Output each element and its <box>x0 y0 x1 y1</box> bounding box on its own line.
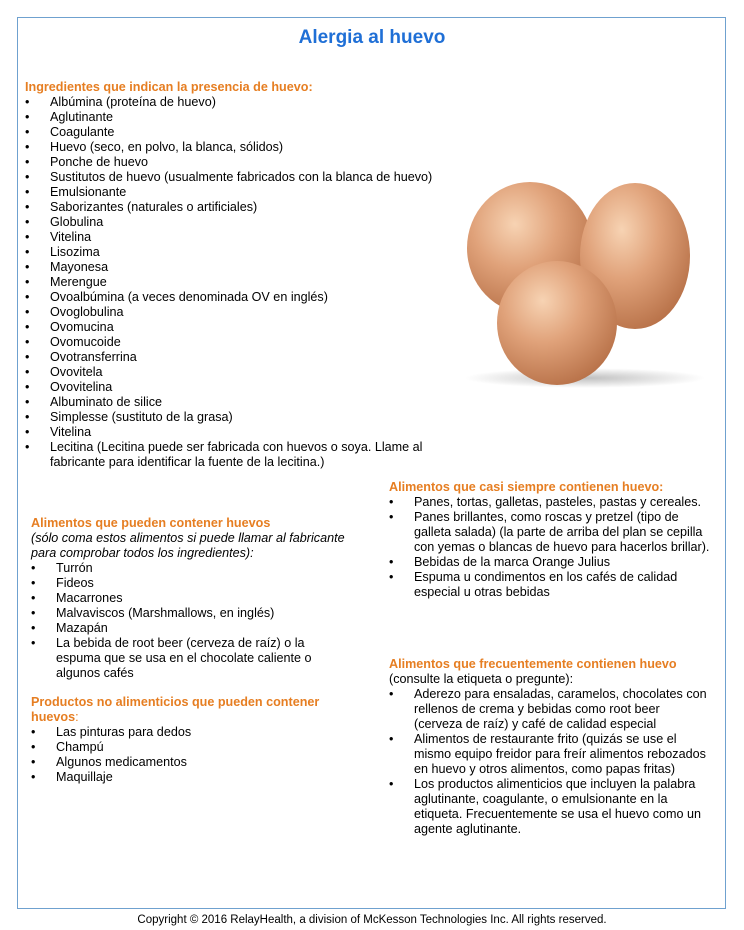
list-item-text: Aderezo para ensaladas, caramelos, chocolates con rellenos de crema y bebidas como root beer (cerveza de raíz) y café de calidad especial <box>414 687 707 731</box>
list-item-text: Mayonesa <box>50 260 109 274</box>
bullet-marker: • <box>25 290 30 304</box>
list-item-text: Emulsionante <box>50 185 127 199</box>
bullet-marker: • <box>389 732 394 746</box>
list-item-text: Ovovitelina <box>50 380 113 394</box>
list-item <box>31 561 351 576</box>
list-item <box>25 440 455 470</box>
list-item <box>31 591 351 606</box>
bullet-marker: • <box>25 170 30 184</box>
list-item-text: Las pinturas para dedos <box>56 725 192 739</box>
list-item-text: Panes, tortas, galletas, pasteles, pastas y cereales. <box>414 495 702 509</box>
list-item <box>31 576 351 591</box>
bullet-marker: • <box>25 275 30 289</box>
frequently-section <box>389 657 711 837</box>
list-item-text: Vitelina <box>50 425 92 439</box>
list-item <box>25 275 455 290</box>
bullet-marker: • <box>31 591 36 605</box>
list-item <box>389 687 711 732</box>
list-item <box>25 395 455 410</box>
list-item-text: Ovomucoide <box>50 335 121 349</box>
list-item <box>25 410 455 425</box>
bullet-marker: • <box>25 335 30 349</box>
list-item-text: Albuminato de silice <box>50 395 163 409</box>
list-item-text: Vitelina <box>50 230 92 244</box>
list-item <box>389 777 711 837</box>
list-item-text: Saborizantes (naturales o artificiales) <box>50 200 258 214</box>
list-item-text: Champú <box>56 740 104 754</box>
eggs-image <box>455 178 715 388</box>
list-item <box>25 335 455 350</box>
list-item-text: Maquillaje <box>56 770 113 784</box>
may-contain-list <box>31 561 351 681</box>
bullet-marker: • <box>25 215 30 229</box>
bullet-marker: • <box>389 510 394 524</box>
list-item-text: Ovoglobulina <box>50 305 124 319</box>
list-item <box>389 732 711 777</box>
bullet-marker: • <box>25 125 30 139</box>
list-item <box>25 260 455 275</box>
list-item <box>25 110 455 125</box>
list-item-text: Huevo (seco, en polvo, la blanca, sólidos) <box>50 140 284 154</box>
list-item <box>25 230 455 245</box>
bullet-marker: • <box>31 740 36 754</box>
list-item <box>25 425 455 440</box>
bullet-marker: • <box>25 230 30 244</box>
list-item-text: Globulina <box>50 215 104 229</box>
list-item-text: Lecitina (Lecitina puede ser fabricada con huevos o soya. Llame al fabricante para identificar la fuente de la lecitina.) <box>50 440 423 469</box>
bullet-marker: • <box>25 365 30 379</box>
bullet-marker: • <box>25 380 30 394</box>
list-item <box>31 740 351 755</box>
list-item <box>25 95 455 110</box>
list-item <box>25 365 455 380</box>
almost-always-list <box>389 495 711 600</box>
list-item <box>25 290 455 305</box>
almost-always-heading: Alimentos que casi siempre contienen huevo: <box>389 480 664 494</box>
list-item-text: Ovoalbúmina (a veces denominada OV en inglés) <box>50 290 328 304</box>
bullet-marker: • <box>25 155 30 169</box>
list-item-text: Ovovitela <box>50 365 103 379</box>
list-item-text: Ovotransferrina <box>50 350 137 364</box>
list-item <box>25 350 455 365</box>
bullet-marker: • <box>31 636 36 650</box>
list-item <box>389 495 711 510</box>
bullet-marker: • <box>25 140 30 154</box>
list-item-text: Aglutinante <box>50 110 114 124</box>
frequently-heading: Alimentos que frecuentemente contienen huevo <box>389 657 677 671</box>
may-contain-section <box>31 516 351 681</box>
bullet-marker: • <box>31 725 36 739</box>
list-item-text: Coagulante <box>50 125 115 139</box>
list-item-text: La bebida de root beer (cerveza de raíz) o la espuma que se usa en el chocolate caliente o algunos cafés <box>56 636 312 680</box>
list-item <box>389 555 711 570</box>
list-item-text: Panes brillantes, como roscas y pretzel (tipo de galleta salada) (la parte de arriba del plan se cepilla con yemas o blancas de huevo para hacerlos brillar). <box>414 510 710 554</box>
list-item <box>25 185 455 200</box>
list-item <box>25 170 455 185</box>
list-item <box>25 155 455 170</box>
bullet-marker: • <box>25 200 30 214</box>
frequently-subheading: (consulte la etiqueta o pregunte): <box>389 672 574 686</box>
ingredients-list <box>25 95 455 470</box>
bullet-marker: • <box>31 755 36 769</box>
list-item-text: Lisozima <box>50 245 100 259</box>
bullet-marker: • <box>25 410 30 424</box>
bullet-marker: • <box>25 245 30 259</box>
list-item <box>25 125 455 140</box>
list-item-text: Ponche de huevo <box>50 155 149 169</box>
list-item <box>25 200 455 215</box>
bullet-marker: • <box>389 570 394 584</box>
almost-always-section <box>389 480 711 600</box>
list-item-text: Merengue <box>50 275 107 289</box>
non-food-heading <box>31 695 351 725</box>
bullet-marker: • <box>25 320 30 334</box>
list-item-text: Espuma u condimentos en los cafés de calidad especial u otras bebidas <box>414 570 678 599</box>
non-food-list <box>31 725 351 785</box>
bullet-marker: • <box>25 260 30 274</box>
list-item-text: Mazapán <box>56 621 108 635</box>
bullet-marker: • <box>389 495 394 509</box>
list-item-text: Turrón <box>56 561 93 575</box>
page-title: Alergia al huevo <box>298 27 446 48</box>
non-food-heading-suffix: : <box>75 710 79 724</box>
bullet-marker: • <box>31 606 36 620</box>
list-item-text: Albúmina (proteína de huevo) <box>50 95 216 109</box>
bullet-marker: • <box>25 440 30 454</box>
bullet-marker: • <box>25 425 30 439</box>
ingredients-section <box>25 80 455 470</box>
bullet-marker: • <box>389 777 394 791</box>
copyright-notice: Copyright © 2016 RelayHealth, a division of McKesson Technologies Inc. All rights reserved. <box>137 914 607 926</box>
bullet-marker: • <box>389 555 394 569</box>
bullet-marker: • <box>389 687 394 701</box>
list-item-text: Simplesse (sustituto de la grasa) <box>50 410 233 424</box>
non-food-section <box>31 695 351 785</box>
non-food-heading-text: Productos no alimenticios que pueden contener huevos <box>31 695 320 724</box>
list-item <box>31 755 351 770</box>
list-item <box>25 215 455 230</box>
list-item <box>31 770 351 785</box>
list-item <box>31 621 351 636</box>
list-item-text: Alimentos de restaurante frito (quizás se use el mismo equipo freidor para freír alimentos rebozados en huevo y otros alimentos, como papas fritas) <box>414 732 706 776</box>
bullet-marker: • <box>25 110 30 124</box>
list-item <box>25 305 455 320</box>
list-item-text: Los productos alimenticios que incluyen la palabra aglutinante, coagulante, o emulsionante en la etiqueta. Frecuentemente se usa el huevo como un agente aglutinante. <box>414 777 702 836</box>
bullet-marker: • <box>25 185 30 199</box>
bullet-marker: • <box>25 350 30 364</box>
bullet-marker: • <box>31 770 36 784</box>
list-item <box>25 245 455 260</box>
list-item-text: Malvaviscos (Marshmallows, en inglés) <box>56 606 275 620</box>
list-item <box>25 140 455 155</box>
list-item-text: Fideos <box>56 576 94 590</box>
bullet-marker: • <box>31 621 36 635</box>
list-item <box>389 570 711 600</box>
list-item <box>25 380 455 395</box>
may-contain-subheading: (sólo coma estos alimentos si puede llamar al fabricante para comprobar todos los ingredientes): <box>31 531 345 560</box>
list-item-text: Sustitutos de huevo (usualmente fabricados con la blanca de huevo) <box>50 170 433 184</box>
list-item-text: Algunos medicamentos <box>56 755 187 769</box>
bullet-marker: • <box>31 561 36 575</box>
list-item <box>31 636 351 681</box>
list-item-text: Bebidas de la marca Orange Julius <box>414 555 611 569</box>
may-contain-heading: Alimentos que pueden contener huevos <box>31 516 271 530</box>
list-item <box>25 320 455 335</box>
bullet-marker: • <box>25 395 30 409</box>
bullet-marker: • <box>25 305 30 319</box>
list-item <box>31 606 351 621</box>
ingredients-heading: Ingredientes que indican la presencia de huevo: <box>25 80 313 94</box>
bullet-marker: • <box>25 95 30 109</box>
list-item <box>31 725 351 740</box>
bullet-marker: • <box>31 576 36 590</box>
list-item <box>389 510 711 555</box>
egg-front <box>497 261 617 385</box>
list-item-text: Macarrones <box>56 591 123 605</box>
list-item-text: Ovomucina <box>50 320 114 334</box>
frequently-list <box>389 687 711 837</box>
